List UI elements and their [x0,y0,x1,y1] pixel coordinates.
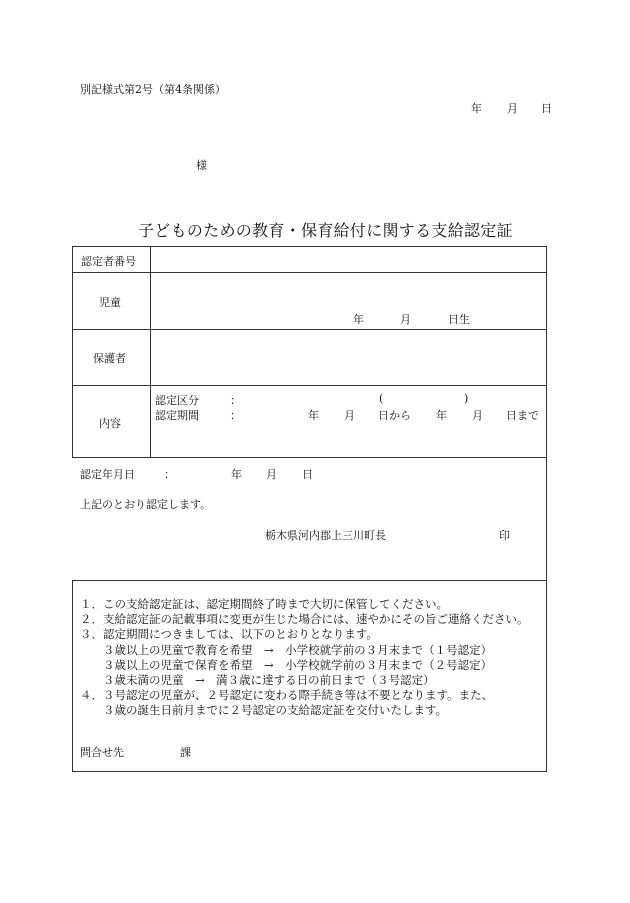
guardian-label: 保護者 [93,352,126,365]
note-line: ３歳以上の児童で保育を希望 → 小学校就学前の３月末まで（２号認定） [80,657,493,672]
date-year-label: 年 [471,102,482,115]
period-end-year: 年 [436,409,447,422]
note-line: ４．３号認定の児童が、２号認定に変わる際手続き等は不要となります。また、 [80,688,494,703]
approval-statement: 上記のとおり認定します。 [80,498,212,511]
date-day-label: 日 [541,102,552,115]
notes-list [80,597,529,719]
issuer-name: 栃木県河内郡上三川町長 [265,529,386,542]
period-colon: ： [230,409,241,422]
content-label: 内容 [99,417,121,430]
period-end-month: 月 [472,409,483,422]
form-reference: 別記様式第2号（第4条関係） [80,83,226,96]
approval-year: 年 [231,468,242,481]
period-start-month: 月 [344,409,355,422]
category-colon: ： [230,394,241,407]
note-line: ２．支給認定証の記載事項に変更が生じた場合には、速やかにその旨ご連絡ください。 [80,612,529,627]
table-row-divider [72,385,547,386]
child-birth-year: 年 [353,313,364,326]
note-line: ３歳の誕生日前月までに２号認定の支給認定証を交付いたします。 [80,703,448,718]
cert-number-label: 認定者番号 [81,255,136,268]
addressee-honorific: 様 [196,159,207,172]
note-line: ３歳未満の児童 → 満３歳に達する日の前日まで（３号認定） [80,673,435,688]
contact-label: 問合せ先 [80,746,124,759]
contact-department: 課 [180,746,191,759]
period-end-day: 日まで [506,409,539,422]
category-paren-close: ) [464,392,469,405]
note-line: ３．認定期間につきましては、以下のとおりとなります。 [80,627,378,642]
approval-month: 月 [266,468,277,481]
period-label: 認定期間 [155,409,199,422]
child-label: 児童 [99,296,121,309]
child-birth-day: 日生 [448,313,470,326]
approval-right-border [546,458,547,580]
document-title: 子どものための教育・保育給付に関する支給認定証 [138,221,513,240]
note-line: ３歳以上の児童で教育を希望 → 小学校就学前の３月末まで（１号認定） [80,642,493,657]
approval-date-label: 認定年月日 [80,468,135,481]
period-start-day: 日から [378,409,411,422]
seal-mark: 印 [499,529,510,542]
date-month-label: 月 [507,102,518,115]
table-row-divider [72,329,547,330]
table-column-divider [150,246,151,458]
category-paren-open: ( [379,392,384,405]
certificate-table [72,246,547,458]
approval-day: 日 [302,468,313,481]
note-line: １．この支給認定証は、認定期間終了時まで大切に保管してください。 [80,597,448,611]
child-birth-month: 月 [400,313,411,326]
period-start-year: 年 [308,409,319,422]
approval-date-colon: ： [164,468,175,481]
category-label: 認定区分 [155,394,199,407]
table-row-divider [72,272,547,273]
cert-number-field [153,249,543,269]
